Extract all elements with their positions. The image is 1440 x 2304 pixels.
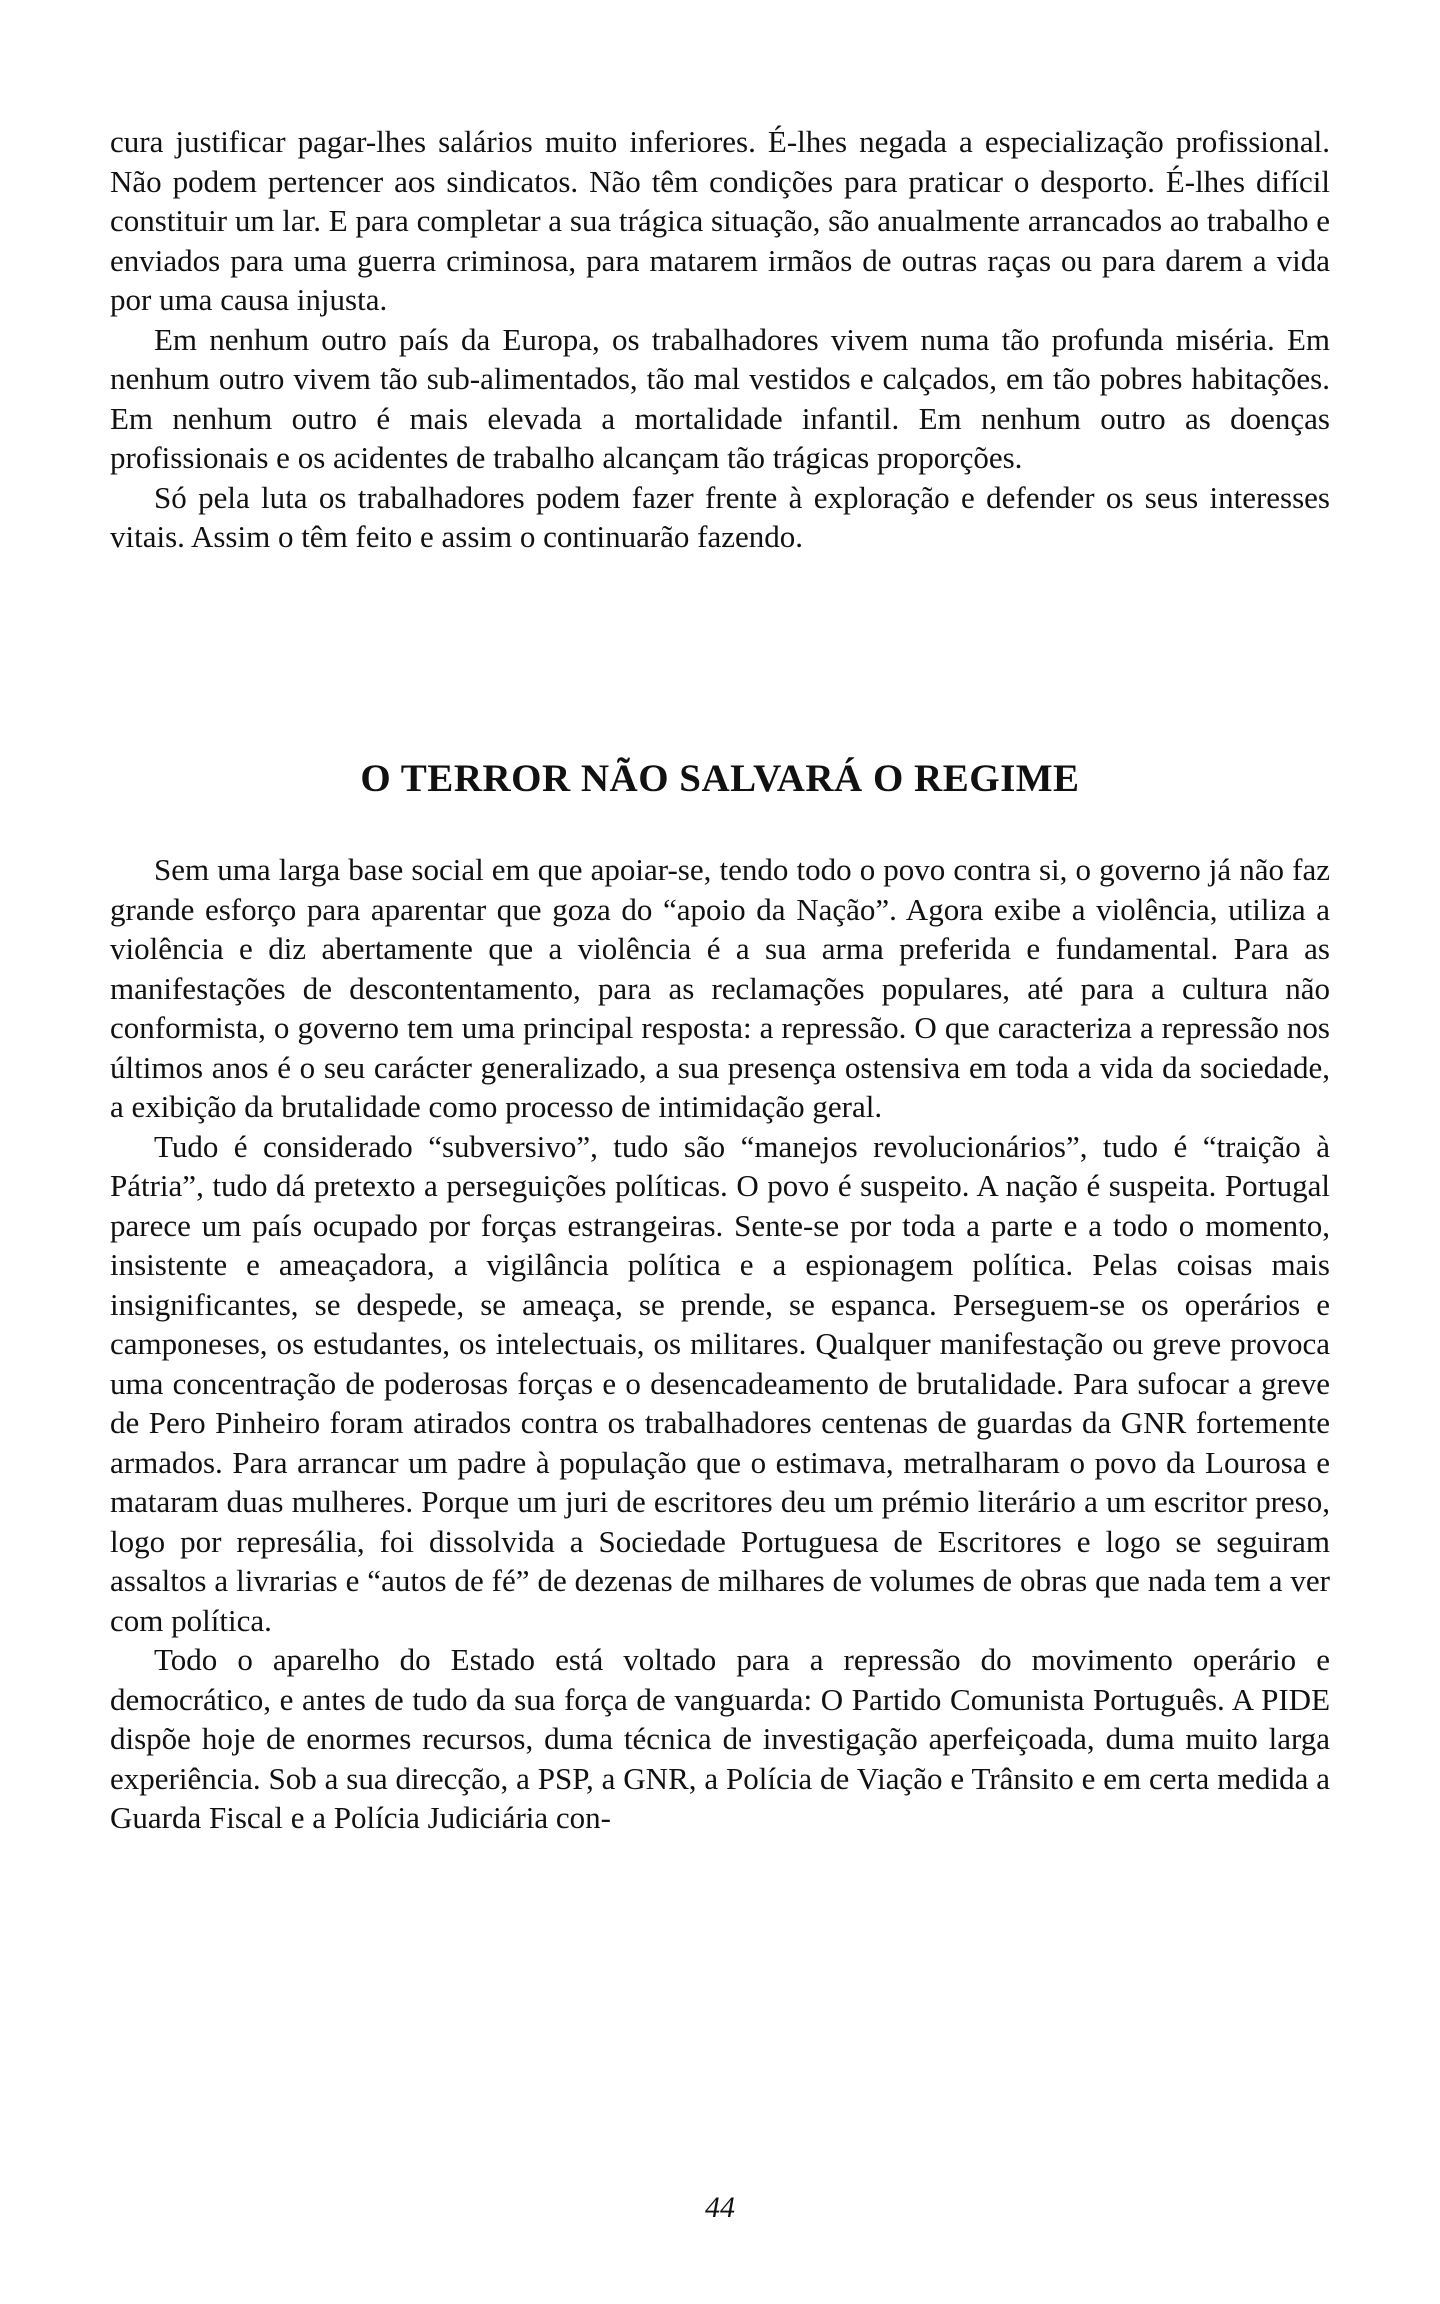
section-opening-text — [110, 122, 1330, 557]
page-number: 44 — [705, 2191, 735, 2224]
paragraph: Sem uma larga base social em que apoiar-se, tendo todo o povo contra si, o governo já não faz grande esforço para aparentar que goza do “apoio da Nação”. Agora exibe a violência, utiliza a violência e diz abertamente que a violência é a sua arma preferida e fundamental. Para as manifestações de descontentamento, para as reclamações populares, até para a cultura não conformista, o governo tem uma principal resposta: a repressão. O que caracteriza a repressão nos últimos anos é o seu carácter generalizado, a sua presença ostensiva em toda a vida da sociedade, a exibição da brutalidade como processo de intimidação geral. — [110, 852, 1330, 1124]
paragraph: Todo o aparelho do Estado está voltado para a repressão do movimento operário e democrático, e antes de tudo da sua força de vanguarda: O Partido Comunista Português. A PIDE dispõe hoje de enormes recursos, duma técnica de investigação aperfeiçoada, duma muito larga experiência. Sob a sua direcção, a PSP, a GNR, a Polícia de Viação e Trânsito e em certa medida a Guarda Fiscal e a Polícia Judiciária con- — [110, 1642, 1330, 1835]
section-terror-text — [110, 850, 1330, 1838]
paragraph: Só pela luta os trabalhadores podem fazer frente à exploração e defender os seus interesses vitais. Assim o têm feito e assim o continuarão fazendo. — [110, 479, 1330, 554]
paragraph: Em nenhum outro país da Europa, os trabalhadores vivem numa tão profunda miséria. Em nenhum outro vivem tão sub-alimentados, tão mal vestidos e calçados, em tão pobres habitações. Em nenhum outro é mais elevada a mortalidade infantil. Em nenhum outro as doenças profissionais e os acidentes de trabalho alcançam tão trágicas proporções. — [110, 321, 1330, 475]
paragraph-continued: cura justificar pagar-lhes salários muito inferiores. É-lhes negada a especialização profissional. Não podem pertencer aos sindicatos. Não têm condições para praticar o desporto. É-lhes difícil constituir um lar. E para completar a sua trágica situação, são anualmente arrancados ao trabalho e enviados para uma guerra criminosa, para matarem irmãos de outras raças ou para darem a vida por uma causa injusta. — [110, 124, 1330, 317]
section-heading: O TERROR NÃO SALVARÁ O REGIME — [360, 757, 1080, 800]
paragraph: Tudo é considerado “subversivo”, tudo são “manejos revolucionários”, tudo é “traição à Pátria”, tudo dá pretexto a perseguições políticas. O povo é suspeito. A nação é suspeita. Portugal parece um país ocupado por forças estrangeiras. Sente-se por toda a parte e a todo o momento, insistente e ameaçadora, a vigilância política e a espionagem política. Pelas coisas mais insignificantes, se despede, se ameaça, se prende, se espanca. Perseguem-se os operários e camponeses, os estudantes, os intelectuais, os militares. Qualquer manifestação ou greve provoca uma concentração de poderosas forças e o desencadeamento de brutalidade. Para sufocar a greve de Pero Pinheiro foram atirados contra os trabalhadores centenas de guardas da GNR fortemente armados. Para arrancar um padre à população que o estimava, metralharam o povo da Lourosa e mataram duas mulheres. Porque um juri de escritores deu um prémio literário a um escritor preso, logo por represália, foi dissolvida a Sociedade Portuguesa de Escritores e logo se seguiram assaltos a livrarias e “autos de fé” de dezenas de milhares de volumes de obras que nada tem a ver com política. — [110, 1128, 1330, 1638]
